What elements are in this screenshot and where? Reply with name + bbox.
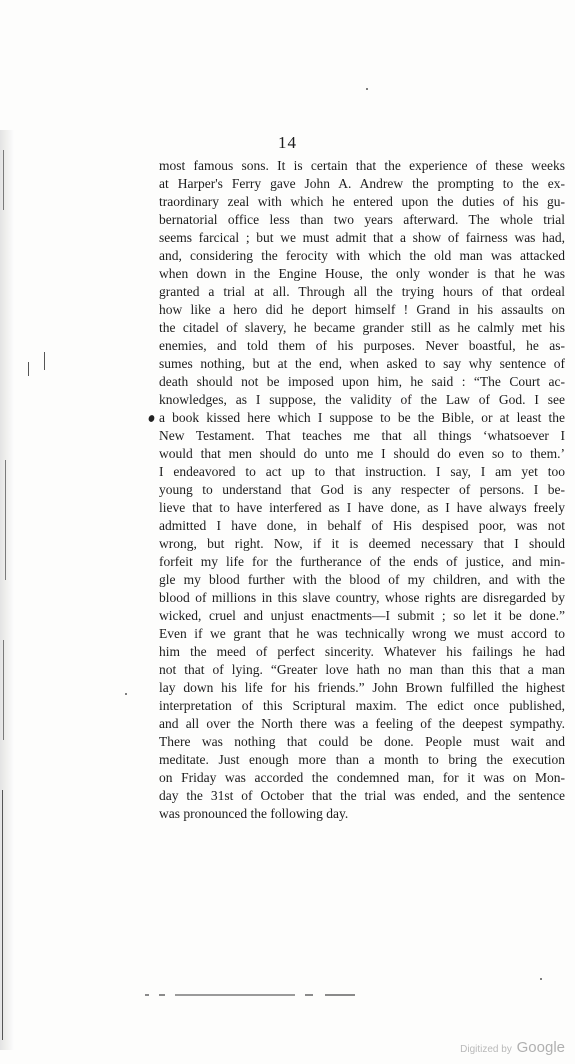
text-line: New Testament. That teaches me that all things ‘whatsoever I xyxy=(159,428,565,443)
text-line: There was nothing that could be done. People must wait and xyxy=(159,734,565,749)
body-paragraph xyxy=(159,157,565,823)
binding-mark xyxy=(2,790,3,1040)
text-line: and all over the North there was a feeling of the deepest sympathy. xyxy=(159,716,565,731)
text-line: blood of millions in this slave country, whose rights are disregarded by xyxy=(159,590,565,605)
text-line: gle my blood further with the blood of my children, and with the xyxy=(159,572,565,587)
text-line: the citadel of slavery, he became grander still as he calmly met his xyxy=(159,320,565,335)
text-line: on Friday was accorded the condemned man, for it was on Mon- xyxy=(159,770,565,785)
text-line: interpretation of this Scriptural maxim. The edict once published, xyxy=(159,698,565,713)
text-line: him the meed of perfect sincerity. Whatever his failings he had xyxy=(159,644,565,659)
text-line: most famous sons. It is certain that the experience of these weeks xyxy=(159,158,565,173)
text-line: day the 31st of October that the trial was ended, and the sentence xyxy=(159,788,565,803)
scan-speck xyxy=(44,352,45,370)
ink-blot-icon xyxy=(148,414,156,422)
text-line: wrong, but right. Now, if it is deemed necessary that I should xyxy=(159,536,565,551)
text-line: wicked, cruel and unjust enactments—I submit ; so let it be done.” xyxy=(159,608,565,623)
watermark-brand: Google xyxy=(516,1039,565,1056)
footer-scan-noise xyxy=(145,994,355,998)
watermark-prefix: Digitized by xyxy=(460,1044,512,1055)
text-line: was pronounced the following day. xyxy=(159,806,349,821)
binding-mark xyxy=(3,640,4,740)
text-line: lay down his life for his friends.” John Brown fulfilled the highest xyxy=(159,680,565,695)
binding-mark xyxy=(5,460,6,580)
text-line: not that of lying. “Greater love hath no man than this that a man xyxy=(159,662,565,677)
text-line: death should not be imposed upon him, he said : “The Court ac- xyxy=(159,374,565,389)
text-line: lieve that to have interfered as I have done, as I have always freely xyxy=(159,500,565,515)
text-line: meditate. Just enough more than a month to bring the execution xyxy=(159,752,565,767)
text-line: sumes nothing, but at the end, when asked to say why sentence of xyxy=(159,356,565,371)
text-line: and, considering the ferocity with which the old man was attacked xyxy=(159,248,565,263)
scan-speck xyxy=(28,362,29,376)
text-line: seems farcical ; but we must admit that a show of fairness was had, xyxy=(159,230,565,245)
scan-speck xyxy=(540,978,542,980)
page-number: 14 xyxy=(278,133,297,152)
digitized-watermark xyxy=(460,1039,565,1056)
text-line: bernatorial office less than two years afterward. The whole trial xyxy=(159,212,565,227)
text-line: traordinary zeal with which he entered upon the duties of his gu- xyxy=(159,194,565,209)
text-line: a book kissed here which I suppose to be the Bible, or at least the xyxy=(159,410,565,425)
binding-mark xyxy=(3,150,4,210)
scan-speck xyxy=(125,693,127,695)
scan-speck xyxy=(366,88,368,90)
text-line: Even if we grant that he was technically wrong we must accord to xyxy=(159,626,565,641)
text-line: would that men should do unto me I should do even so to them.’ xyxy=(159,446,565,461)
text-line: admitted I have done, in behalf of His despised poor, was not xyxy=(159,518,565,533)
text-line: enemies, and told them of his purposes. Never boastful, he as- xyxy=(159,338,565,353)
text-line: when down in the Engine House, the only wonder is that he was xyxy=(159,266,565,281)
text-line: young to understand that God is any respecter of persons. I be- xyxy=(159,482,565,497)
text-line: granted a trial at all. Through all the trying hours of that ordeal xyxy=(159,284,565,299)
text-line: knowledges, as I suppose, the validity of the Law of God. I see xyxy=(159,392,565,407)
text-line: how like a hero did he deport himself ! Grand in his assaults on xyxy=(159,302,565,317)
text-line: forfeit my life for the furtherance of the ends of justice, and min- xyxy=(159,554,565,569)
text-line: I endeavored to act up to that instruction. I say, I am yet too xyxy=(159,464,565,479)
text-line: at Harper's Ferry gave John A. Andrew the prompting to the ex- xyxy=(159,176,565,191)
